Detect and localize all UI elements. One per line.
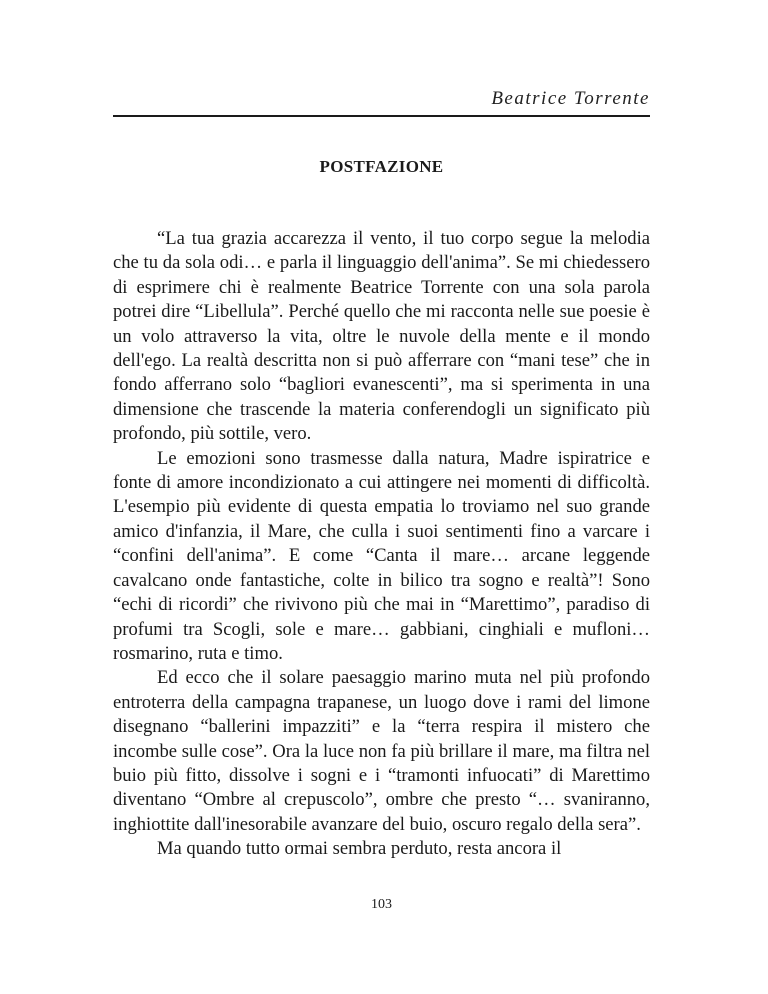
chapter-title: POSTFAZIONE [319, 157, 444, 176]
body-text [113, 227, 650, 862]
header-rule [113, 115, 650, 117]
running-header-author: Beatrice Torrente [491, 88, 650, 109]
paragraph-2: Le emozioni sono trasmesse dalla natura, Madre ispiratrice e fonte di amore incondizionato a cui attingere nei momenti di difficoltà. L'esempio più evidente di questa empatia lo troviamo nel suo grande amico d'infanzia, il Mare, che culla i suoi sentimenti fino a varcare i “confini dell'anima”. E come “Canta il mare… arcane leggende cavalcano onde fantastiche, colte in bilico tra sogno e realtà”! Sono “echi di ricordi” che rivivono più che mai in “Marettimo”, paradiso di profumi tra Scogli, sole e mare… gabbiani, cinghiali e mufloni… rosmarino, ruta e timo. [113, 447, 650, 664]
page-number: 103 [371, 897, 392, 912]
paragraph-1: “La tua grazia accarezza il vento, il tuo corpo segue la melodia che tu da sola odi… e parla il linguaggio dell'anima”. Se mi chiedessero di esprimere chi è realmente Beatrice Torrente con una sola parola potrei dire “Libellula”. Perché quello che mi racconta nelle sue poesie è un volo attraverso la vita, oltre le nuvole della mente e il mondo dell'ego. La realtà descritta non si può afferrare con “mani tese” che in fondo afferrano solo “bagliori evanescenti”, ma si sperimenta in una dimensione che trascende la materia conferendogli un significato più profondo, più sottile, vero. [113, 228, 650, 445]
paragraph-4: Ma quando tutto ormai sembra perduto, resta ancora il [157, 838, 562, 860]
paragraph-3: Ed ecco che il solare paesaggio marino muta nel più profondo entroterra della campagna trapanese, un luogo dove i rami del limone disegnano “ballerini impazziti” e la “terra respira il mistero che incombe sulle cose”. Ora la luce non fa più brillare il mare, ma filtra nel buio più fitto, dissolve i sogni e i “tramonti infuocati” di Marettimo diventano “Ombre al crepuscolo”, ombre che presto “… svaniranno, inghiottite dall'inesorabile avanzare del buio, oscuro regalo della sera”. [113, 667, 650, 835]
